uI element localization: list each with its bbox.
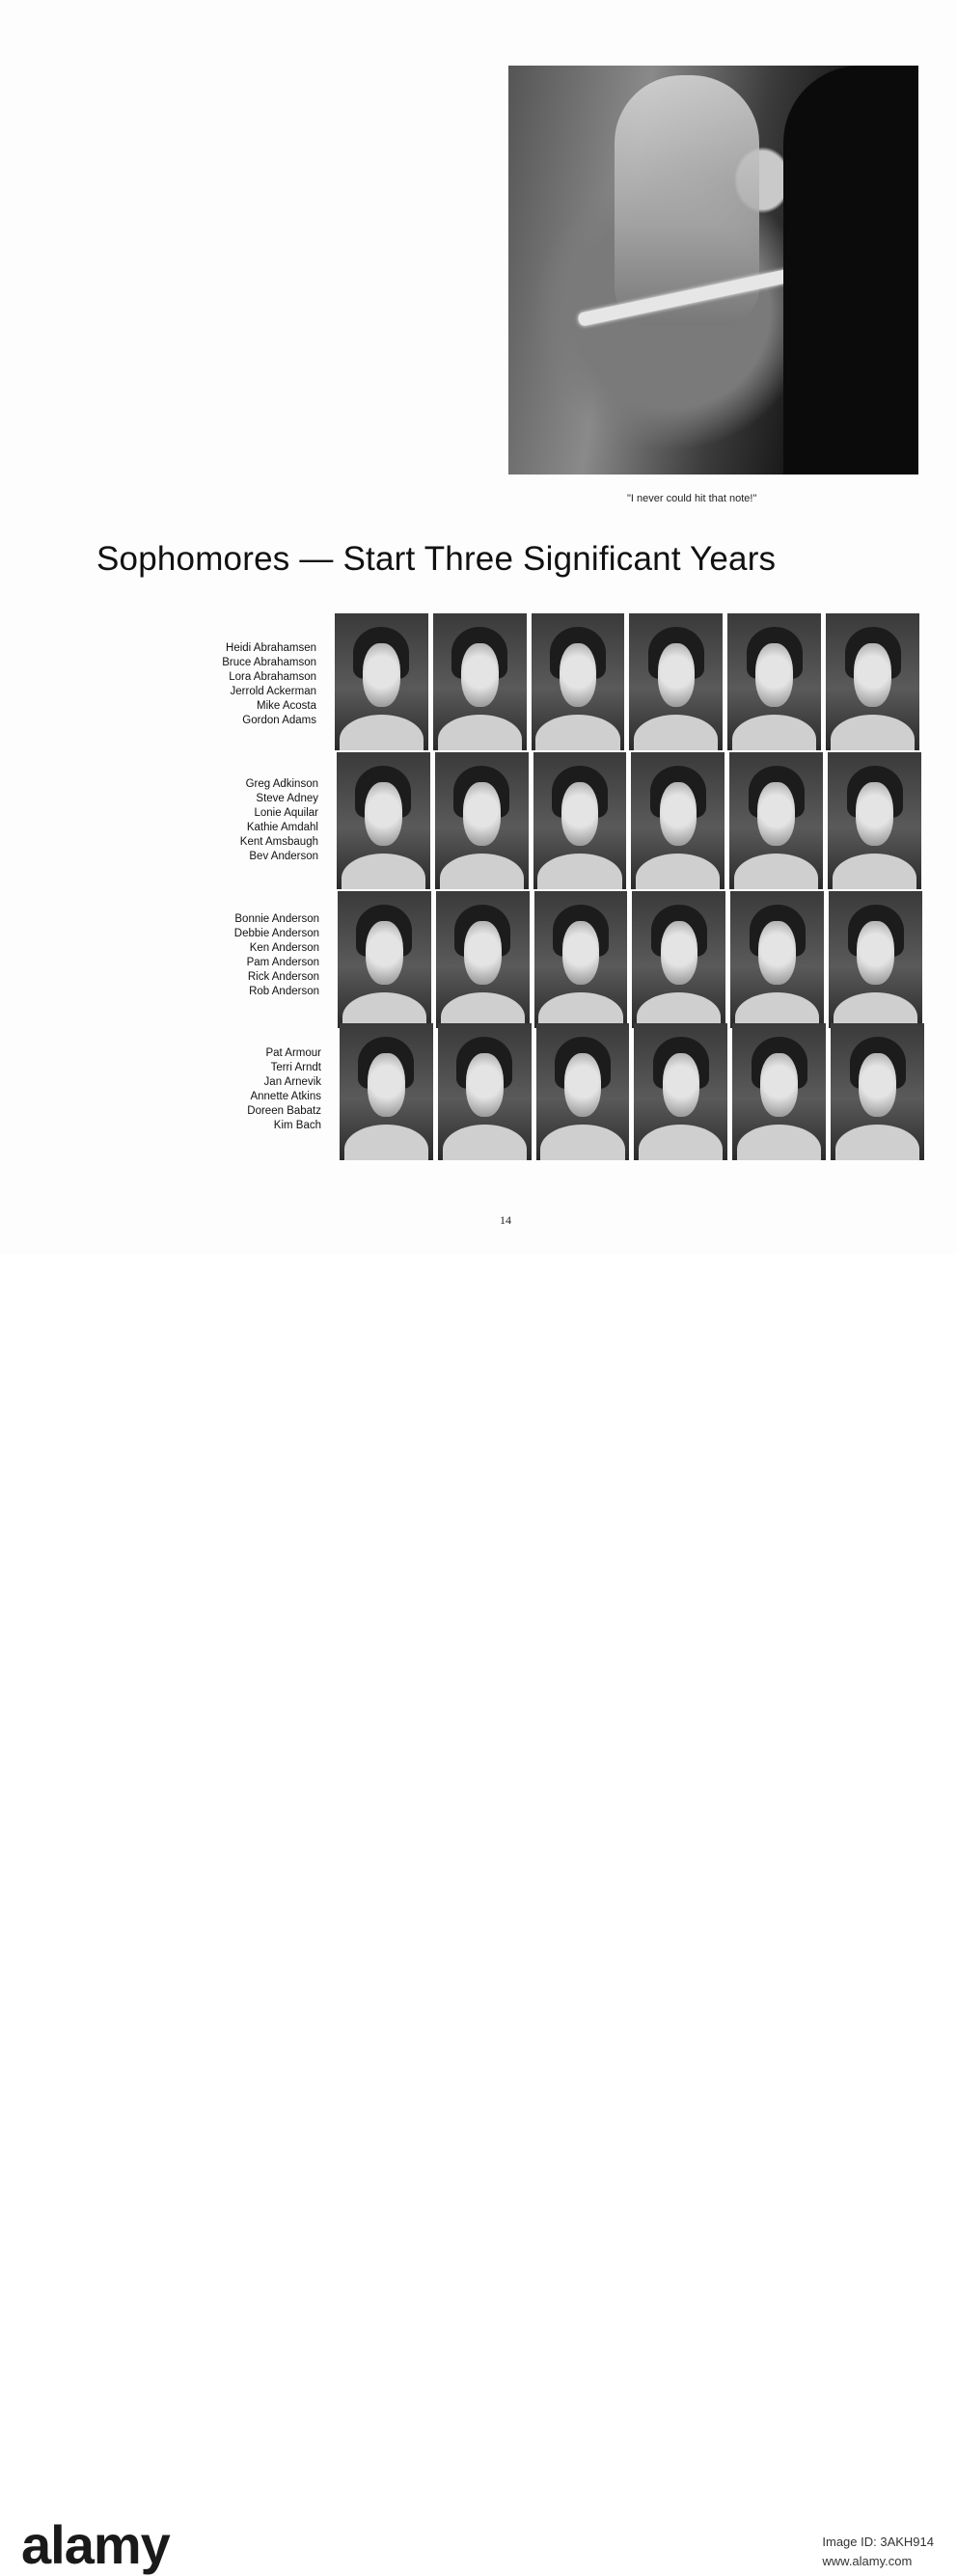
flute-player-photo bbox=[508, 66, 918, 475]
yearbook-page bbox=[0, 0, 957, 1254]
student-name: Lora Abrahamson bbox=[229, 671, 316, 683]
student-name: Pat Armour bbox=[265, 1047, 321, 1059]
student-portrait bbox=[433, 613, 527, 750]
website-link[interactable]: www.alamy.com bbox=[822, 2554, 913, 2568]
student-portrait bbox=[536, 1023, 630, 1160]
student-name: Rick Anderson bbox=[247, 971, 319, 983]
portrait-row-3 bbox=[338, 891, 922, 1028]
name-list-row-2 bbox=[183, 777, 318, 864]
student-portrait bbox=[338, 891, 431, 1028]
student-name: Doreen Babatz bbox=[247, 1105, 321, 1117]
student-name: Steve Adney bbox=[256, 793, 318, 804]
portrait-row-2 bbox=[337, 752, 921, 889]
student-portrait bbox=[831, 1023, 924, 1160]
portrait-row-1 bbox=[335, 613, 919, 750]
student-name: Rob Anderson bbox=[249, 986, 319, 997]
student-portrait bbox=[533, 752, 627, 889]
student-name: Bonnie Anderson bbox=[234, 913, 319, 925]
student-name: Ken Anderson bbox=[249, 942, 319, 954]
image-id-label: Image ID: 3AKH914 bbox=[822, 2535, 934, 2549]
student-name: Terri Arndt bbox=[270, 1062, 321, 1073]
student-portrait bbox=[340, 1023, 433, 1160]
student-name: Annette Atkins bbox=[250, 1091, 321, 1102]
student-name: Bev Anderson bbox=[249, 851, 318, 862]
student-portrait bbox=[335, 613, 428, 750]
page-title: Sophomores — Start Three Significant Years bbox=[96, 540, 777, 578]
name-list-row-1 bbox=[183, 641, 316, 728]
student-portrait bbox=[629, 613, 723, 750]
student-portrait bbox=[634, 1023, 727, 1160]
photo-caption: "I never could hit that note!" bbox=[627, 493, 757, 504]
student-portrait bbox=[826, 613, 919, 750]
student-portrait bbox=[337, 752, 430, 889]
page-number: 14 bbox=[500, 1213, 511, 1227]
student-portrait bbox=[729, 752, 823, 889]
photo-shadow bbox=[783, 66, 918, 475]
student-name: Kathie Amdahl bbox=[246, 822, 318, 833]
student-name: Kent Amsbaugh bbox=[239, 836, 318, 848]
student-portrait bbox=[436, 891, 530, 1028]
footer-info bbox=[822, 2533, 934, 2571]
student-name: Lonie Aquilar bbox=[254, 807, 318, 819]
student-portrait bbox=[435, 752, 529, 889]
name-list-row-3 bbox=[183, 912, 319, 999]
student-name: Jerrold Ackerman bbox=[230, 686, 316, 697]
student-portrait bbox=[732, 1023, 826, 1160]
student-portrait bbox=[727, 613, 821, 750]
portrait-row-4 bbox=[340, 1023, 924, 1160]
student-portrait bbox=[438, 1023, 532, 1160]
student-name: Debbie Anderson bbox=[233, 928, 319, 939]
student-portrait bbox=[534, 891, 628, 1028]
brand-logo: alamy bbox=[21, 2514, 170, 2575]
student-name: Gordon Adams bbox=[242, 715, 316, 726]
student-portrait bbox=[632, 891, 725, 1028]
student-name: Jan Arnevik bbox=[263, 1076, 321, 1088]
student-name: Kim Bach bbox=[273, 1120, 321, 1131]
student-name: Greg Adkinson bbox=[245, 778, 318, 790]
student-portrait bbox=[730, 891, 824, 1028]
student-portrait bbox=[631, 752, 725, 889]
student-name: Bruce Abrahamson bbox=[222, 657, 316, 668]
stock-footer bbox=[0, 1254, 957, 2575]
name-list-row-4 bbox=[183, 1046, 321, 1133]
student-portrait bbox=[828, 752, 921, 889]
student-name: Mike Acosta bbox=[257, 700, 316, 712]
student-name: Heidi Abrahamsen bbox=[226, 642, 316, 654]
student-portrait bbox=[532, 613, 625, 750]
student-portrait bbox=[829, 891, 922, 1028]
student-name: Pam Anderson bbox=[246, 957, 319, 968]
